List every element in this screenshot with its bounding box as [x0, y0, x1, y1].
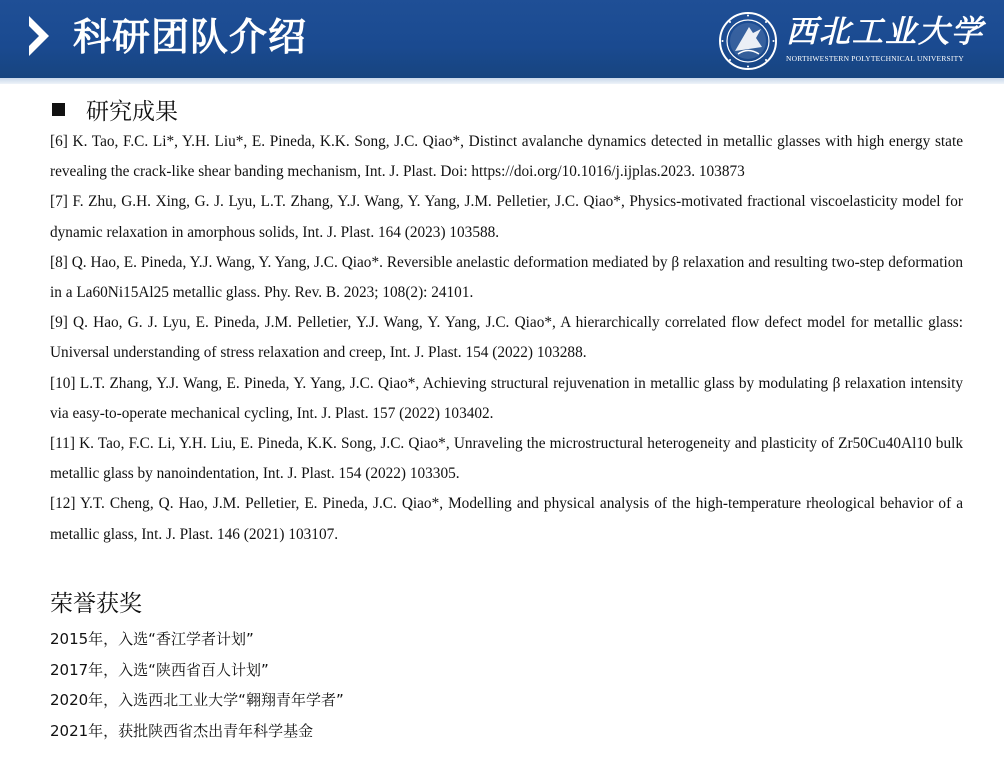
play-arrow-icon	[27, 14, 51, 58]
publication-item: [7] F. Zhu, G.H. Xing, G. J. Lyu, L.T. Zhang, Y.J. Wang, Y. Yang, J.M. Pelletier, J.C. Qiao*, Physics-motivated fractional viscoelasticity model for dynamic relaxation in amorphous solids, Int. J. Plast. 164 (2023) 103588.	[50, 193, 963, 241]
university-name-en: NORTHWESTERN POLYTECHNICAL UNIVERSITY	[786, 54, 964, 63]
honor-item: 2020年，入选西北工业大学“翱翔青年学者”	[50, 691, 344, 709]
honors-title: 荣誉获奖	[50, 591, 142, 617]
publication-item: [8] Q. Hao, E. Pineda, Y.J. Wang, Y. Yang, J.C. Qiao*. Reversible anelastic deformation mediated by β relaxation and resulting two-step deformation in a La60Ni15Al25 metallic glass. Phy. Rev. B. 2023; 108(2): 24101.	[50, 253, 963, 302]
publication-list	[50, 127, 963, 550]
publication-item: [9] Q. Hao, G. J. Lyu, E. Pineda, J.M. Pelletier, Y.J. Wang, Y. Yang, J.C. Qiao*, A hierarchically correlated flow defect model for metallic glass: Universal understanding of stress relaxation and creep, Int. J. Plast. 154 (2022) 103288.	[50, 314, 963, 362]
honor-item: 2015年，入选“香江学者计划”	[50, 630, 254, 648]
publication-item: [10] L.T. Zhang, Y.J. Wang, E. Pineda, Y. Yang, J.C. Qiao*, Achieving structural rejuvenation in metallic glass by modulating β relaxation intensity via easy-to-operate mechanical cycling, Int. J. Plast. 157 (2022) 103402.	[50, 374, 963, 422]
publication-item: [12] Y.T. Cheng, Q. Hao, J.M. Pelletier, E. Pineda, J.C. Qiao*, Modelling and physical analysis of the high-temperature rheological behavior of a metallic glass, Int. J. Plast. 146 (2021) 103107.	[50, 495, 963, 543]
page-title: 科研团队介绍	[73, 15, 308, 59]
university-emblem-icon	[718, 11, 778, 71]
honor-item: 2017年，入选“陕西省百人计划”	[50, 660, 269, 679]
honors-list	[50, 624, 850, 746]
header-divider	[0, 78, 1004, 84]
honor-item: 2021年，获批陕西省杰出青年科学基金	[50, 721, 314, 740]
research-heading	[52, 94, 178, 124]
publication-item: [11] K. Tao, F.C. Li, Y.H. Liu, E. Pineda, K.K. Song, J.C. Qiao*, Unraveling the microstructural heterogeneity and plasticity of Zr50Cu40Al10 bulk metallic glass by nanoindentation, Int. J. Plast. 154 (2022) 103305.	[50, 435, 963, 483]
university-name-cn: 西北工业大学	[786, 14, 984, 50]
header-bar	[0, 0, 1004, 78]
research-title: 研究成果	[86, 98, 178, 125]
publication-item: [6] K. Tao, F.C. Li*, Y.H. Liu*, E. Pineda, K.K. Song, J.C. Qiao*, Distinct avalanche dynamics detected in metallic glasses with high energy state revealing the crack-like shear banding mechanism, Int. J. Plast. Doi: https://doi.org/10.1016/j.ijplas.2023. 103873	[50, 133, 963, 181]
square-bullet-icon	[52, 103, 65, 116]
